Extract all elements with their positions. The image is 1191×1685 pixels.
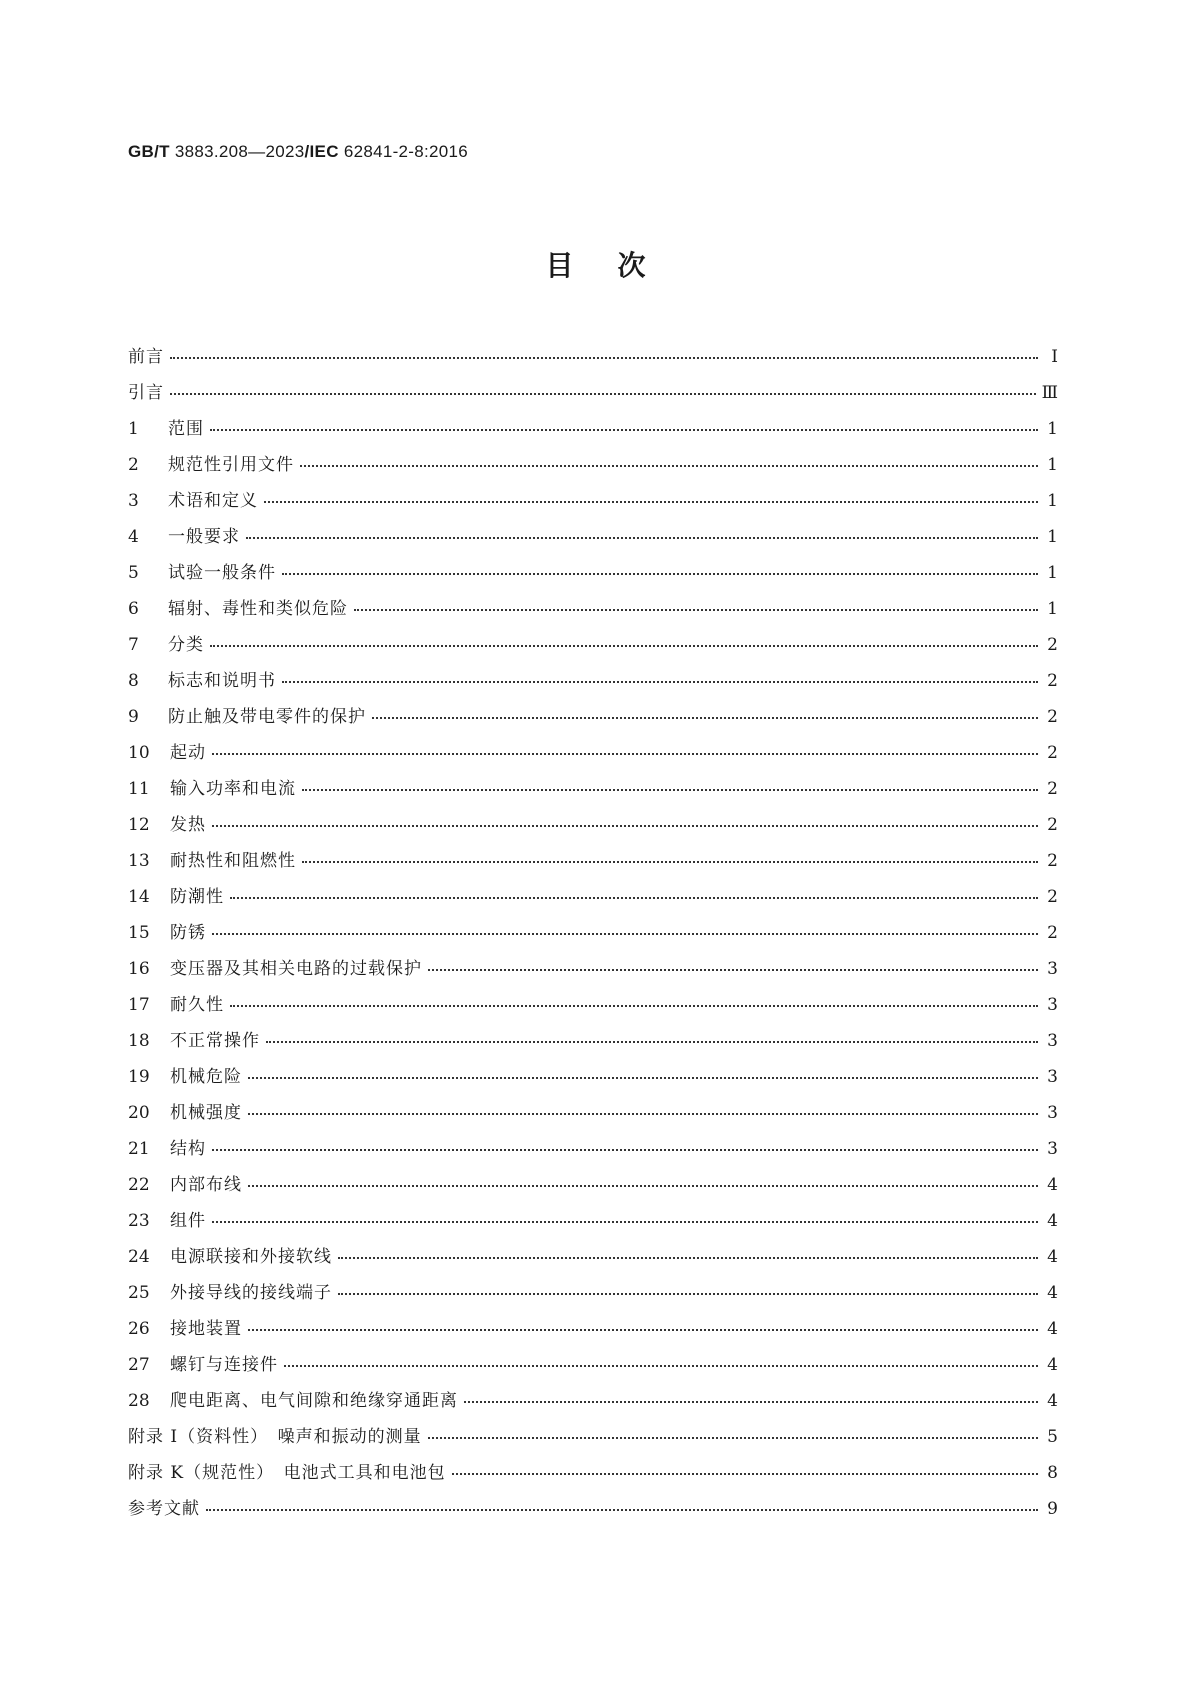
toc-entry[interactable] xyxy=(128,702,1058,738)
toc-dot-leader xyxy=(282,667,1038,683)
toc-entry-number: 11 xyxy=(128,779,150,799)
toc-entry-number: 20 xyxy=(128,1103,150,1123)
toc-entry-page: 1 xyxy=(1047,491,1058,511)
toc-entry-number: 27 xyxy=(128,1355,150,1375)
toc-dot-leader xyxy=(300,451,1038,467)
toc-entry-label: 变压器及其相关电路的过载保护 xyxy=(170,959,422,979)
toc-entry-label: 附录 I（资料性） 噪声和振动的测量 xyxy=(128,1427,422,1447)
toc-dot-leader xyxy=(302,775,1038,791)
toc-dot-leader xyxy=(338,1279,1038,1295)
document-code xyxy=(128,142,468,162)
toc-entry[interactable] xyxy=(128,594,1058,630)
table-of-contents xyxy=(128,342,1058,1530)
toc-entry-number: 7 xyxy=(128,635,139,655)
toc-entry-number: 25 xyxy=(128,1283,150,1303)
toc-entry-number: 3 xyxy=(128,491,139,511)
toc-entry-number: 17 xyxy=(128,995,150,1015)
toc-entry[interactable] xyxy=(128,1098,1058,1134)
toc-entry-number: 16 xyxy=(128,959,150,979)
toc-dot-leader xyxy=(452,1459,1038,1475)
toc-entry[interactable] xyxy=(128,918,1058,954)
toc-entry-label: 耐久性 xyxy=(170,995,224,1015)
toc-entry[interactable] xyxy=(128,1206,1058,1242)
toc-entry-label: 防锈 xyxy=(170,923,206,943)
toc-dot-leader xyxy=(284,1351,1038,1367)
toc-dot-leader xyxy=(210,415,1038,431)
toc-dot-leader xyxy=(248,1315,1038,1331)
toc-entry-number: 24 xyxy=(128,1247,150,1267)
toc-entry[interactable] xyxy=(128,1242,1058,1278)
toc-entry[interactable] xyxy=(128,774,1058,810)
toc-entry-page: 2 xyxy=(1047,779,1058,799)
toc-entry-label: 起动 xyxy=(170,743,206,763)
toc-entry-page: 2 xyxy=(1047,743,1058,763)
toc-entry-number: 1 xyxy=(128,419,139,439)
toc-entry[interactable] xyxy=(128,1170,1058,1206)
toc-entry-number: 9 xyxy=(128,707,139,727)
toc-entry[interactable] xyxy=(128,882,1058,918)
toc-dot-leader xyxy=(212,811,1038,827)
toc-entry-page: 1 xyxy=(1047,599,1058,619)
toc-entry-label: 标志和说明书 xyxy=(168,671,276,691)
toc-entry-label: 机械强度 xyxy=(170,1103,242,1123)
toc-entry-number: 26 xyxy=(128,1319,150,1339)
toc-entry[interactable] xyxy=(128,1458,1058,1494)
toc-entry[interactable] xyxy=(128,414,1058,450)
toc-entry[interactable] xyxy=(128,630,1058,666)
toc-entry-page: 3 xyxy=(1047,1139,1058,1159)
toc-entry-label: 外接导线的接线端子 xyxy=(170,1283,332,1303)
toc-entry-page: 2 xyxy=(1047,707,1058,727)
toc-entry[interactable] xyxy=(128,1350,1058,1386)
toc-entry-page: 3 xyxy=(1047,995,1058,1015)
toc-entry-label: 不正常操作 xyxy=(170,1031,260,1051)
toc-entry-label: 引言 xyxy=(128,383,164,403)
toc-dot-leader xyxy=(212,919,1038,935)
toc-dot-leader xyxy=(248,1099,1038,1115)
toc-entry-label: 试验一般条件 xyxy=(168,563,276,583)
code-separator: — xyxy=(248,142,266,161)
toc-entry-number: 2 xyxy=(128,455,139,475)
toc-entry[interactable] xyxy=(128,1026,1058,1062)
toc-dot-leader xyxy=(230,991,1038,1007)
page-title: 目次 xyxy=(545,249,690,282)
code-number: 3883.208 xyxy=(174,142,249,161)
toc-entry[interactable] xyxy=(128,342,1058,378)
toc-dot-leader xyxy=(212,739,1038,755)
toc-dot-leader xyxy=(248,1063,1038,1079)
toc-entry[interactable] xyxy=(128,1386,1058,1422)
toc-entry-number: 18 xyxy=(128,1031,150,1051)
toc-entry-page: 3 xyxy=(1047,1103,1058,1123)
toc-dot-leader xyxy=(170,343,1038,359)
toc-dot-leader xyxy=(248,1171,1038,1187)
code-prefix: GB/T xyxy=(128,142,170,161)
toc-entry[interactable] xyxy=(128,450,1058,486)
toc-entry[interactable] xyxy=(128,486,1058,522)
toc-dot-leader xyxy=(210,631,1038,647)
toc-entry-number: 14 xyxy=(128,887,150,907)
toc-entry-label: 防潮性 xyxy=(170,887,224,907)
toc-entry-page: 3 xyxy=(1047,959,1058,979)
toc-dot-leader xyxy=(428,955,1038,971)
toc-entry-label: 内部布线 xyxy=(170,1175,242,1195)
toc-entry-page: 2 xyxy=(1047,923,1058,943)
toc-entry-number: 23 xyxy=(128,1211,150,1231)
toc-entry-page: 2 xyxy=(1047,851,1058,871)
toc-entry-page: 3 xyxy=(1047,1031,1058,1051)
toc-entry-page: 9 xyxy=(1047,1499,1058,1519)
toc-entry-number: 5 xyxy=(128,563,139,583)
toc-entry-page: 4 xyxy=(1047,1247,1058,1267)
toc-dot-leader xyxy=(282,559,1038,575)
toc-entry-page: 1 xyxy=(1047,527,1058,547)
toc-entry-number: 15 xyxy=(128,923,150,943)
toc-entry-number: 12 xyxy=(128,815,150,835)
toc-entry-label: 附录 K（规范性） 电池式工具和电池包 xyxy=(128,1463,446,1483)
toc-entry[interactable] xyxy=(128,1422,1058,1458)
toc-entry-page: 4 xyxy=(1047,1211,1058,1231)
toc-entry-label: 结构 xyxy=(170,1139,206,1159)
toc-entry-label: 耐热性和阻燃性 xyxy=(170,851,296,871)
toc-entry-number: 21 xyxy=(128,1139,150,1159)
toc-entry-label: 电源联接和外接软线 xyxy=(170,1247,332,1267)
toc-entry-page: 1 xyxy=(1047,419,1058,439)
toc-entry[interactable] xyxy=(128,810,1058,846)
toc-entry-number: 4 xyxy=(128,527,139,547)
toc-entry-page: 2 xyxy=(1047,635,1058,655)
toc-entry-label: 一般要求 xyxy=(168,527,240,547)
toc-entry-page: 4 xyxy=(1047,1391,1058,1411)
toc-entry-number: 19 xyxy=(128,1067,150,1087)
toc-entry-page: Ⅰ xyxy=(1051,347,1058,367)
toc-entry-label: 机械危险 xyxy=(170,1067,242,1087)
toc-entry-page: 1 xyxy=(1047,455,1058,475)
toc-dot-leader xyxy=(246,523,1038,539)
toc-entry-page: 8 xyxy=(1047,1463,1058,1483)
toc-entry-page: 4 xyxy=(1047,1355,1058,1375)
toc-entry-label: 爬电距离、电气间隙和绝缘穿通距离 xyxy=(170,1391,458,1411)
toc-entry-number: 10 xyxy=(128,743,150,763)
toc-entry[interactable] xyxy=(128,1494,1058,1530)
toc-entry-page: Ⅲ xyxy=(1041,383,1058,403)
toc-dot-leader xyxy=(302,847,1038,863)
toc-entry-page: 4 xyxy=(1047,1283,1058,1303)
toc-dot-leader xyxy=(230,883,1038,899)
toc-entry[interactable] xyxy=(128,738,1058,774)
toc-entry-page: 2 xyxy=(1047,671,1058,691)
toc-entry-label: 前言 xyxy=(128,347,164,367)
toc-entry-label: 螺钉与连接件 xyxy=(170,1355,278,1375)
toc-dot-leader xyxy=(338,1243,1038,1259)
iec-prefix: IEC xyxy=(309,142,339,161)
toc-entry-number: 28 xyxy=(128,1391,150,1411)
toc-entry-number: 6 xyxy=(128,599,139,619)
toc-entry[interactable] xyxy=(128,846,1058,882)
toc-entry-label: 输入功率和电流 xyxy=(170,779,296,799)
toc-entry-page: 3 xyxy=(1047,1067,1058,1087)
toc-entry-label: 分类 xyxy=(168,635,204,655)
toc-entry-page: 2 xyxy=(1047,815,1058,835)
toc-dot-leader xyxy=(206,1495,1038,1511)
toc-entry[interactable] xyxy=(128,666,1058,702)
toc-entry-page: 5 xyxy=(1047,1427,1058,1447)
toc-dot-leader xyxy=(372,703,1038,719)
toc-dot-leader xyxy=(354,595,1038,611)
toc-dot-leader xyxy=(212,1207,1038,1223)
toc-entry-number: 22 xyxy=(128,1175,150,1195)
toc-entry-label: 辐射、毒性和类似危险 xyxy=(168,599,348,619)
toc-entry-label: 接地装置 xyxy=(170,1319,242,1339)
toc-dot-leader xyxy=(212,1135,1038,1151)
toc-entry-label: 参考文献 xyxy=(128,1499,200,1519)
toc-dot-leader xyxy=(266,1027,1038,1043)
toc-dot-leader xyxy=(170,379,1036,395)
iec-number: 62841-2-8:2016 xyxy=(343,142,469,161)
toc-entry-page: 4 xyxy=(1047,1175,1058,1195)
toc-entry-label: 防止触及带电零件的保护 xyxy=(168,707,366,727)
toc-dot-leader xyxy=(464,1387,1038,1403)
code-year: 2023 xyxy=(265,142,305,161)
toc-entry-page: 1 xyxy=(1047,563,1058,583)
toc-entry[interactable] xyxy=(128,990,1058,1026)
toc-entry-number: 8 xyxy=(128,671,139,691)
toc-dot-leader xyxy=(264,487,1038,503)
toc-entry[interactable] xyxy=(128,1134,1058,1170)
toc-entry[interactable] xyxy=(128,1278,1058,1314)
toc-entry[interactable] xyxy=(128,1062,1058,1098)
toc-entry[interactable] xyxy=(128,558,1058,594)
toc-entry-label: 规范性引用文件 xyxy=(168,455,294,475)
toc-entry-page: 2 xyxy=(1047,887,1058,907)
toc-entry-page: 4 xyxy=(1047,1319,1058,1339)
toc-entry[interactable] xyxy=(128,378,1058,414)
toc-entry-label: 发热 xyxy=(170,815,206,835)
toc-entry-label: 组件 xyxy=(170,1211,206,1231)
toc-entry[interactable] xyxy=(128,1314,1058,1350)
toc-entry-label: 术语和定义 xyxy=(168,491,258,511)
toc-entry[interactable] xyxy=(128,954,1058,990)
code-slash: / xyxy=(304,142,310,161)
toc-entry-number: 13 xyxy=(128,851,150,871)
toc-entry[interactable] xyxy=(128,522,1058,558)
toc-dot-leader xyxy=(428,1423,1038,1439)
toc-entry-label: 范围 xyxy=(168,419,204,439)
